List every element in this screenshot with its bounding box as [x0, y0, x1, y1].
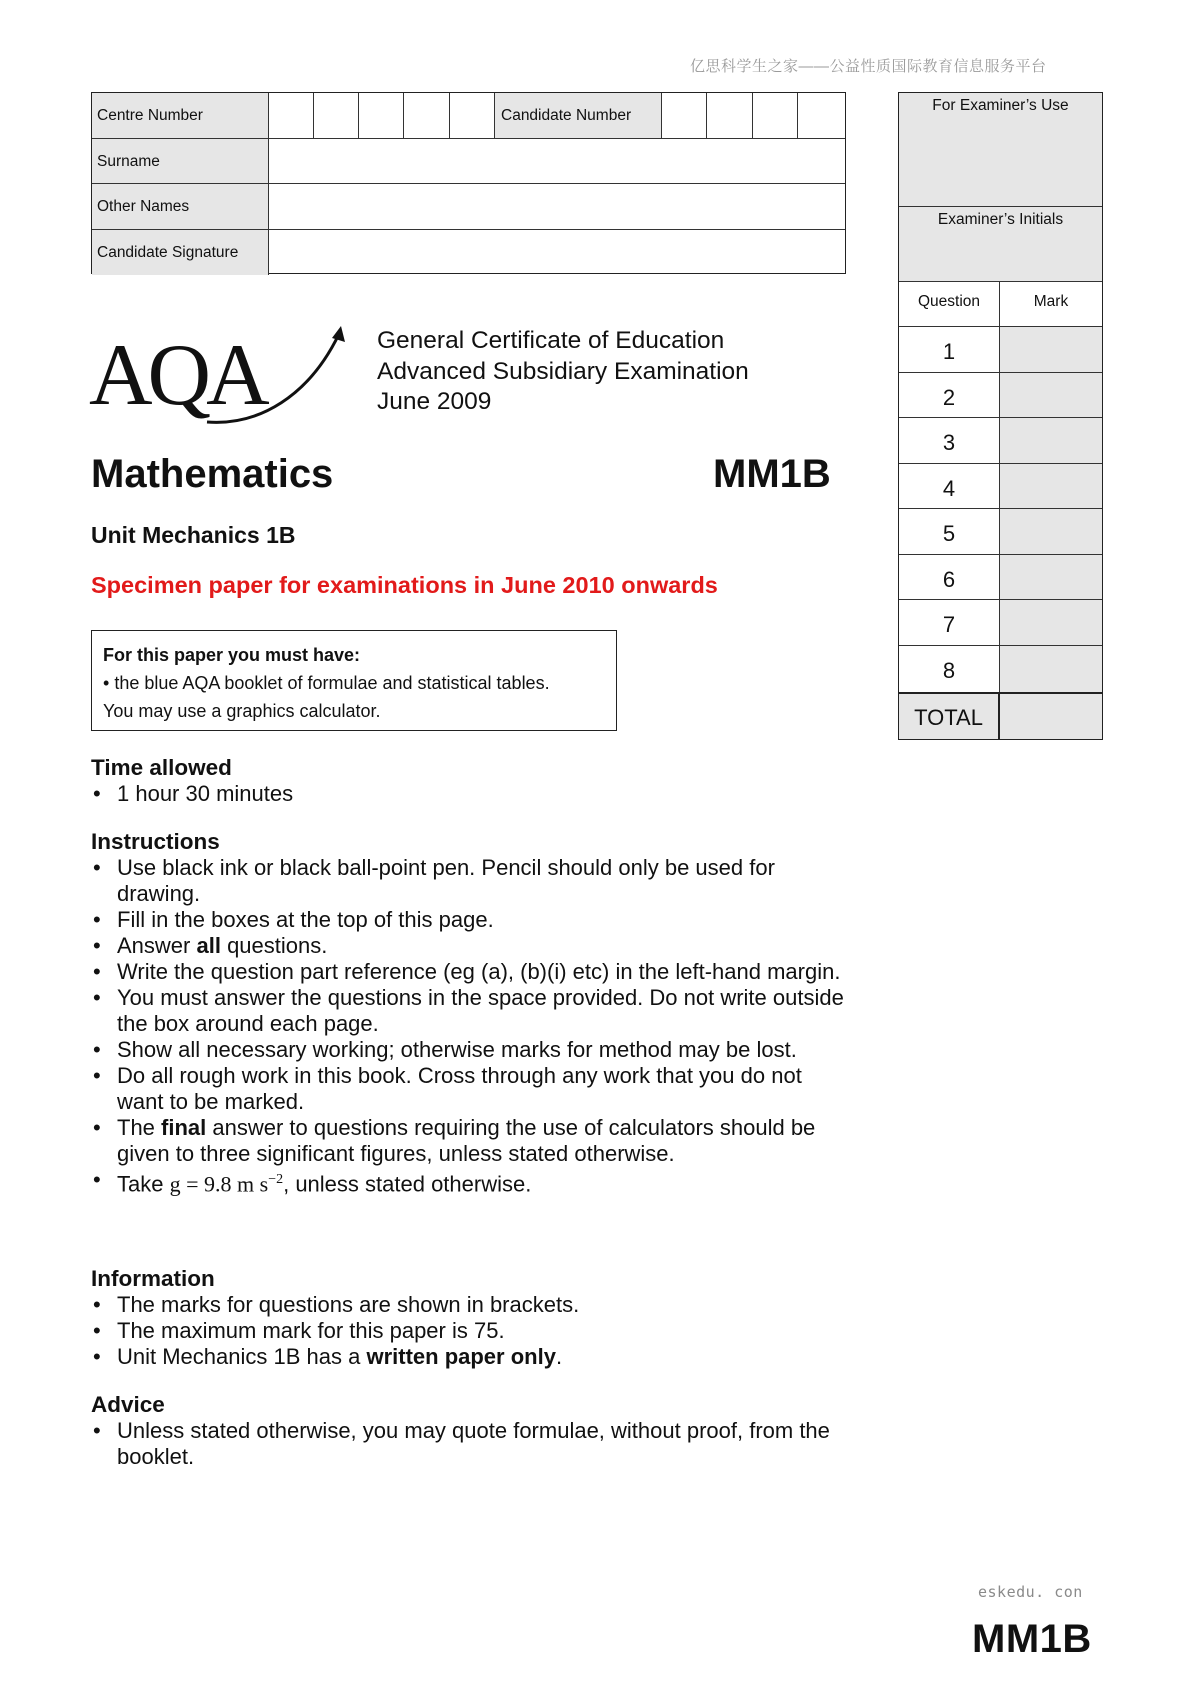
mark-cell[interactable]: [1000, 555, 1102, 601]
information-text: Unit Mechanics 1B has a: [117, 1344, 367, 1369]
time-section: [91, 755, 851, 807]
footer-paper-code: MM1B: [972, 1617, 1092, 1661]
question-column: [899, 282, 1000, 739]
question-number: 2: [899, 373, 999, 419]
information-section: [91, 1266, 851, 1370]
instruction-emphasis: final: [161, 1115, 207, 1140]
mark-header: Mark: [1000, 282, 1102, 327]
instruction-item: • Show all necessary working; otherwise marks for method may be lost.: [91, 1037, 851, 1063]
subject-title: Mathematics: [91, 452, 334, 496]
total-label: TOTAL: [899, 692, 1000, 739]
requirements-item: • the blue AQA booklet of formulae and statistical tables.: [103, 673, 550, 693]
question-number: 5: [899, 509, 999, 555]
advice-item: • Unless stated otherwise, you may quote formulae, without proof, from the booklet.: [91, 1418, 851, 1470]
requirements-title: For this paper you must have:: [103, 645, 361, 665]
question-header: Question: [899, 282, 999, 327]
candidate-number-box[interactable]: [662, 93, 707, 138]
centre-number-box[interactable]: [359, 93, 404, 138]
mark-cell[interactable]: [1000, 509, 1102, 555]
mark-column: [1000, 282, 1102, 739]
mark-cell[interactable]: [1000, 464, 1102, 510]
centre-number-box[interactable]: [314, 93, 359, 138]
instruction-text: The: [117, 1115, 162, 1140]
aqa-logo-text: AQA: [89, 327, 265, 424]
candidate-number-box[interactable]: [798, 93, 844, 138]
instruction-item: • You must answer the questions in the space provided. Do not write outside the box around each page.: [91, 985, 851, 1037]
candidate-details-grid: [91, 92, 846, 274]
instruction-item: • Write the question part reference (eg (a), (b)(i) etc) in the left-hand margin.: [91, 959, 851, 985]
candidate-number-box[interactable]: [707, 93, 753, 138]
signature-field[interactable]: [269, 230, 845, 276]
instructions-section: [91, 829, 851, 1197]
time-item: • 1 hour 30 minutes: [91, 781, 851, 807]
qualification-line-1: General Certificate of Education: [377, 327, 725, 354]
information-text: .: [555, 1344, 563, 1369]
question-number: 1: [899, 327, 999, 373]
gravity-exponent: −2: [268, 1172, 284, 1187]
requirements-box: [91, 630, 617, 731]
instruction-item: [91, 1115, 851, 1167]
signature-row: [92, 230, 845, 276]
question-number: 8: [942, 657, 956, 683]
gravity-formula: g = 9.8 m s: [169, 1171, 269, 1197]
instruction-text: , unless stated otherwise.: [283, 1171, 532, 1197]
instruction-item: [91, 1167, 851, 1197]
requirements-item-text: the blue AQA booklet of formulae and statistical tables.: [114, 673, 550, 693]
centre-number-box[interactable]: [269, 93, 314, 138]
instruction-item: • Do all rough work in this book. Cross through any work that you do not want to be marked.: [91, 1063, 851, 1115]
question-number: 6: [899, 555, 999, 601]
instruction-emphasis: all: [196, 933, 221, 958]
mark-cell[interactable]: [1000, 600, 1102, 646]
centre-candidate-row: [92, 93, 845, 139]
mark-cell[interactable]: [1000, 646, 1102, 693]
signature-label: Candidate Signature: [92, 230, 269, 276]
other-names-label: Other Names: [92, 184, 269, 229]
centre-number-label: Centre Number: [92, 93, 269, 138]
other-names-field[interactable]: [269, 184, 845, 229]
mark-cell[interactable]: [1000, 418, 1102, 464]
examiner-use-label: For Examiner’s Use: [899, 93, 1102, 207]
information-item: • The maximum mark for this paper is 75.: [91, 1318, 851, 1344]
requirements-note: You may use a graphics calculator.: [103, 701, 381, 721]
paper-code: MM1B: [713, 452, 831, 496]
examiner-table: [898, 92, 1103, 740]
surname-field[interactable]: [269, 139, 845, 184]
total-mark-cell[interactable]: [1000, 692, 1102, 739]
instruction-text: Answer: [117, 933, 197, 958]
advice-section: [91, 1392, 851, 1470]
footer-site-text: eskedu. con: [978, 1583, 1083, 1601]
specimen-notice: Specimen paper for examinations in June 2010 onwards: [91, 572, 718, 598]
question-number: 4: [899, 464, 999, 510]
candidate-number-label: Candidate Number: [495, 93, 662, 138]
instruction-item: • Fill in the boxes at the top of this page.: [91, 907, 851, 933]
qualification-header: [377, 326, 749, 418]
information-item: [91, 1344, 851, 1370]
information-item: • The marks for questions are shown in brackets.: [91, 1292, 851, 1318]
information-emphasis: written paper only: [366, 1344, 556, 1369]
advice-title: Advice: [91, 1392, 165, 1417]
instruction-item: • Use black ink or black ball-point pen. Pencil should only be used for drawing.: [91, 855, 851, 907]
question-number: 3: [899, 418, 999, 464]
surname-row: [92, 139, 845, 185]
examiner-initials-label: Examiner’s Initials: [899, 207, 1102, 282]
information-title: Information: [91, 1266, 215, 1291]
aqa-logo: [89, 326, 349, 428]
question-number: 7: [899, 600, 999, 646]
surname-label: Surname: [92, 139, 269, 184]
centre-number-box[interactable]: [450, 93, 495, 138]
time-title: Time allowed: [91, 755, 232, 780]
instruction-text: answer to questions requiring the use of calculators should be given to three significant figures, unless stated otherwise.: [117, 1115, 816, 1166]
unit-title: Unit Mechanics 1B: [91, 522, 296, 548]
mark-cell[interactable]: [1000, 373, 1102, 419]
qualification-line-2: Advanced Subsidiary Examination: [377, 357, 749, 385]
instruction-item: [91, 933, 851, 959]
centre-number-box[interactable]: [404, 93, 450, 138]
instruction-text: questions.: [220, 933, 328, 958]
candidate-number-box[interactable]: [753, 93, 798, 138]
instructions-title: Instructions: [91, 829, 220, 854]
watermark-text: 亿思科学生之家——公益性质国际教育信息服务平台: [690, 58, 1047, 75]
mark-cell[interactable]: [1000, 327, 1102, 373]
other-names-row: [92, 184, 845, 230]
logo-arrow-icon: [332, 326, 345, 342]
instruction-text: Take: [117, 1171, 170, 1197]
exam-date: June 2009: [377, 388, 492, 415]
